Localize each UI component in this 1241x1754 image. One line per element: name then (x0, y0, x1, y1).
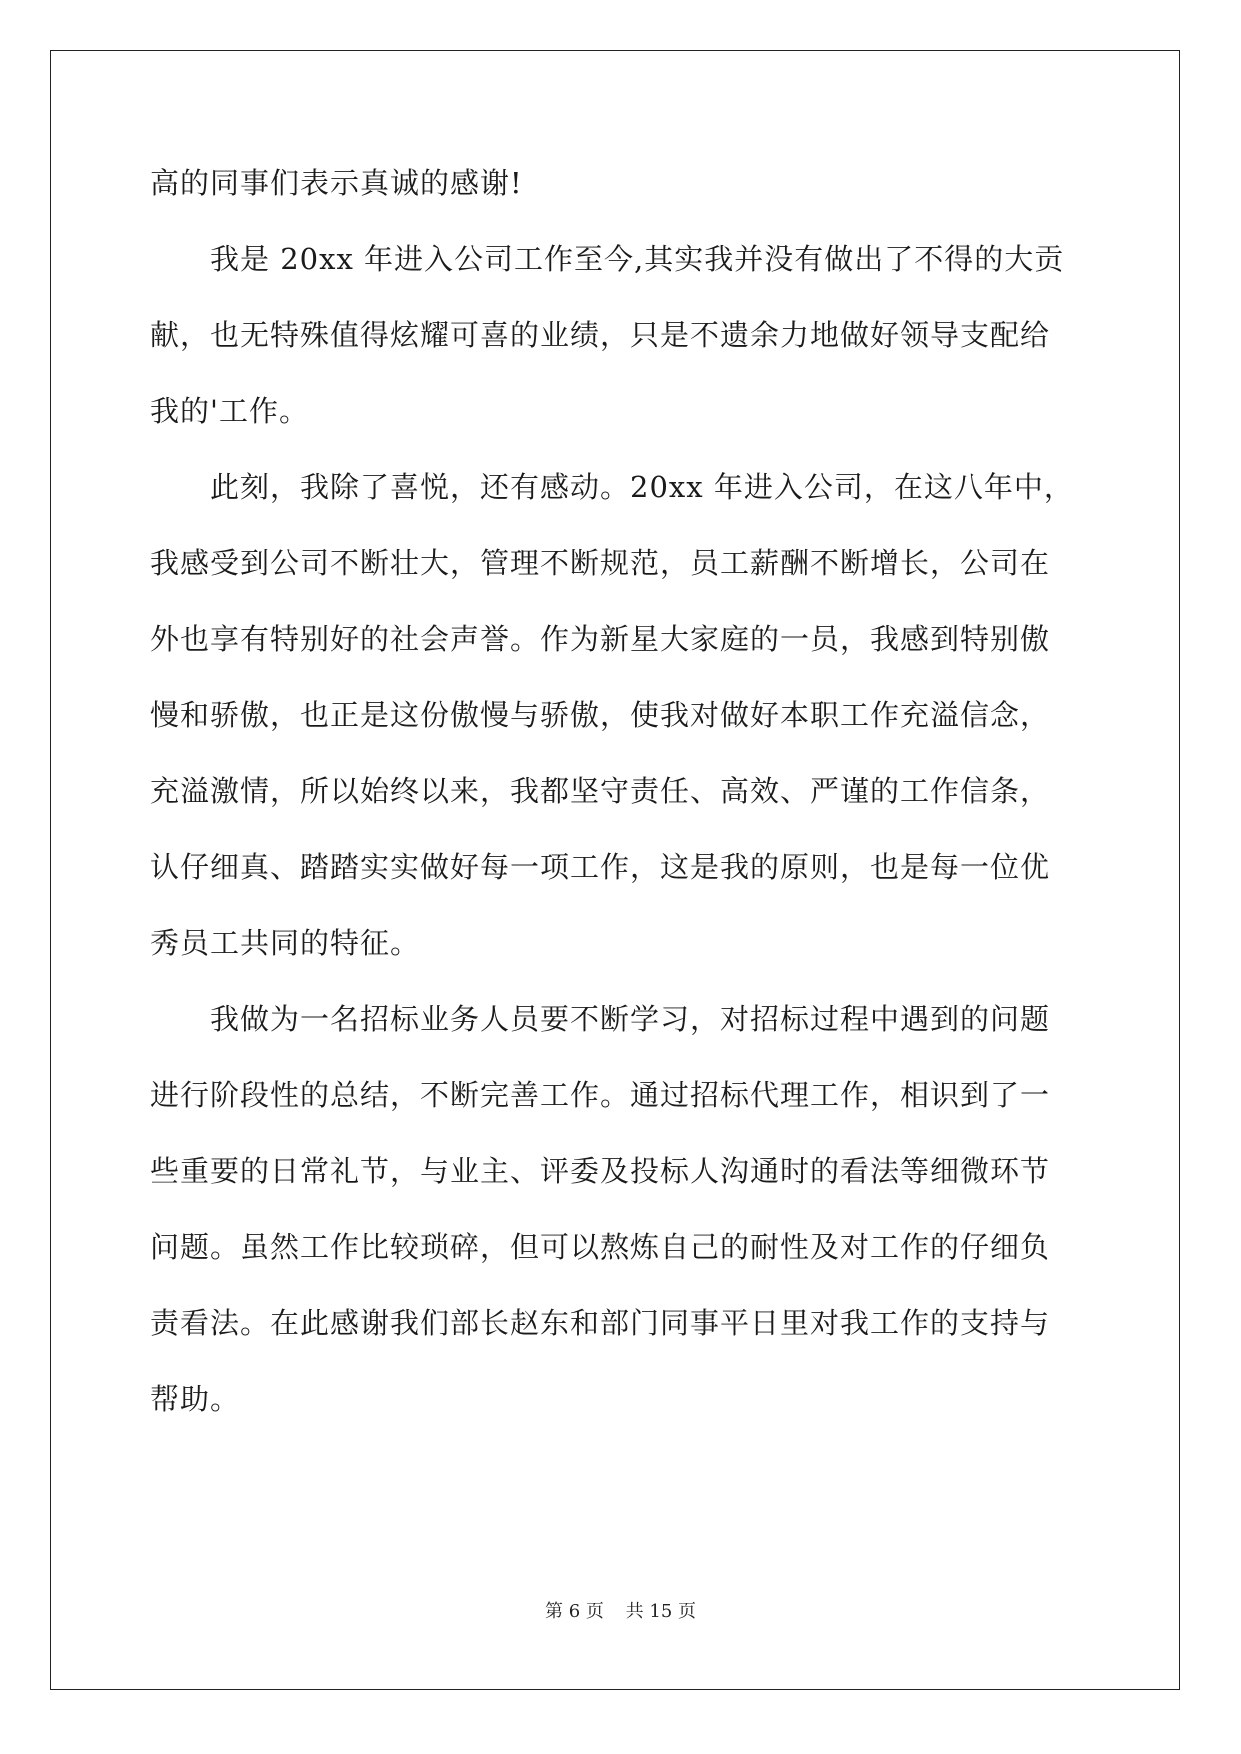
page-footer (0, 1597, 1241, 1623)
page-number: 第 6 页 (545, 1601, 604, 1622)
document-body (150, 145, 1095, 1437)
text-line: 此刻，我除了喜悦，还有感动。20xx 年进入公司，在这八年中， (150, 470, 1074, 504)
text-line: 充溢激情，所以始终以来，我都坚守责任、高效、严谨的工作信条， (150, 774, 1051, 808)
text-line: 我是 20xx 年进入公司工作至今,其实我并没有做出了不得的大贡 (150, 242, 1065, 276)
text-line: 慢和骄傲，也正是这份傲慢与骄傲，使我对做好本职工作充溢信念， (150, 698, 1051, 732)
text-line: 问题。虽然工作比较琐碎，但可以熬炼自己的耐性及对工作的仔细负 (150, 1230, 1051, 1264)
text-line: 认仔细真、踏踏实实做好每一项工作，这是我的原则，也是每一位优 (150, 850, 1051, 884)
text-line: 献，也无特殊值得炫耀可喜的业绩，只是不遗余力地做好领导支配给 (150, 318, 1051, 352)
text-line: 外也享有特别好的社会声誉。作为新星大家庭的一员，我感到特别傲 (150, 622, 1051, 656)
text-line: 责看法。在此感谢我们部长赵东和部门同事平日里对我工作的支持与 (150, 1306, 1051, 1340)
text-line: 我的'工作。 (150, 394, 309, 428)
page-total: 共 15 页 (625, 1601, 696, 1622)
text-line: 进行阶段性的总结，不断完善工作。通过招标代理工作，相识到了一 (150, 1078, 1051, 1112)
text-line: 秀员工共同的特征。 (150, 926, 421, 960)
text-line: 高的同事们表示真诚的感谢! (150, 166, 523, 200)
text-line: 些重要的日常礼节，与业主、评委及投标人沟通时的看法等细微环节 (150, 1154, 1051, 1188)
text-line: 我感受到公司不断壮大，管理不断规范，员工薪酬不断增长，公司在 (150, 546, 1051, 580)
text-line: 帮助。 (150, 1382, 241, 1416)
text-line: 我做为一名招标业务人员要不断学习，对招标过程中遇到的问题 (150, 1002, 1051, 1036)
